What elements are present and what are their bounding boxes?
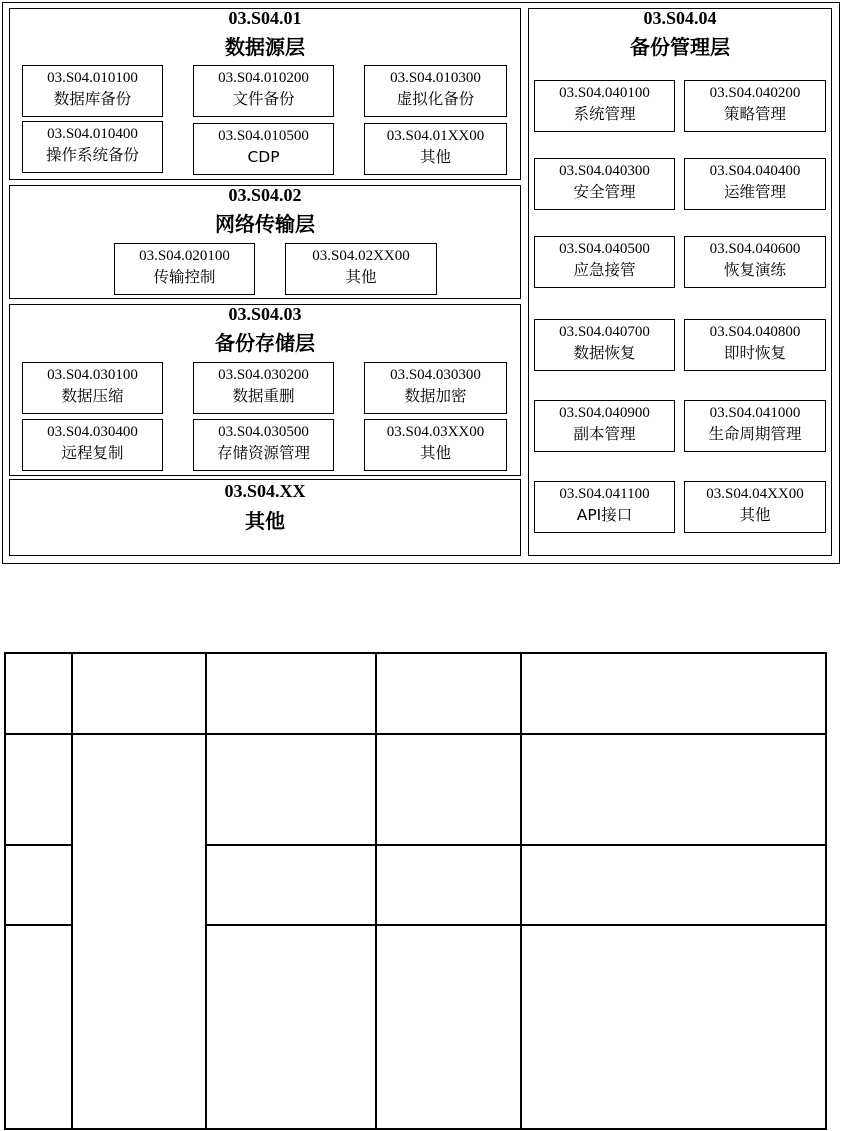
layer-name: 其他 bbox=[245, 509, 285, 533]
module-code: 03.S04.030100 bbox=[47, 367, 138, 383]
module-name: 安全管理 bbox=[573, 183, 636, 201]
module-name: API接口 bbox=[576, 506, 633, 524]
module-code: 03.S04.040800 bbox=[709, 324, 801, 340]
module-name: 数据压缩 bbox=[61, 387, 124, 405]
module-name: 其他 bbox=[419, 148, 451, 166]
module-name: 操作系统备份 bbox=[45, 146, 139, 164]
layer-name: 备份存储层 bbox=[215, 331, 315, 355]
module-code: 03.S04.010200 bbox=[218, 70, 309, 86]
module-code: 03.S04.04XX00 bbox=[706, 486, 804, 502]
table-row-line bbox=[205, 844, 827, 846]
table-col-line bbox=[205, 652, 207, 1130]
module-code: 03.S04.040100 bbox=[559, 85, 650, 101]
module-code: 03.S04.030200 bbox=[218, 367, 309, 383]
table-border-left bbox=[4, 652, 6, 1130]
module-name: 存储资源管理 bbox=[216, 444, 310, 462]
module-name: 生命周期管理 bbox=[708, 425, 802, 443]
module-name: 系统管理 bbox=[573, 105, 636, 123]
layer-code: 03.S04.03 bbox=[228, 304, 302, 324]
module-code: 03.S04.040200 bbox=[709, 85, 801, 101]
module-code: 03.S04.010100 bbox=[47, 70, 138, 86]
module-code: 03.S04.041000 bbox=[709, 405, 801, 421]
module-name: 虚拟化备份 bbox=[396, 90, 475, 108]
module-name: 策略管理 bbox=[723, 105, 786, 123]
table-row-line bbox=[4, 924, 72, 926]
table-col-line bbox=[520, 652, 522, 1130]
module-name: 恢复演练 bbox=[723, 261, 786, 279]
layer-code: 03.S04.XX bbox=[224, 481, 306, 501]
table-col-line bbox=[71, 652, 73, 1130]
module-name: 远程复制 bbox=[61, 444, 124, 462]
layer-code: 03.S04.01 bbox=[228, 8, 302, 28]
layer-name: 数据源层 bbox=[225, 35, 305, 59]
module-name: 数据重删 bbox=[232, 387, 295, 405]
module-code: 03.S04.040700 bbox=[559, 324, 650, 340]
module-name: 数据库备份 bbox=[53, 90, 132, 108]
module-name: 应急接管 bbox=[573, 261, 636, 279]
table-border-top bbox=[4, 652, 827, 654]
module-name: 文件备份 bbox=[232, 90, 295, 108]
module-code: 03.S04.020100 bbox=[139, 248, 230, 264]
table-row-line bbox=[4, 844, 72, 846]
layer-name: 网络传输层 bbox=[215, 212, 315, 236]
module-name: 传输控制 bbox=[153, 268, 216, 286]
module-name: 副本管理 bbox=[573, 425, 636, 443]
layer-code: 03.S04.02 bbox=[228, 185, 302, 205]
layer-code: 03.S04.04 bbox=[643, 8, 717, 28]
module-code: 03.S04.02XX00 bbox=[312, 248, 410, 264]
module-code: 03.S04.010300 bbox=[390, 70, 481, 86]
module-name: 其他 bbox=[419, 444, 451, 462]
module-code: 03.S04.040600 bbox=[709, 241, 801, 257]
module-name: 其他 bbox=[739, 506, 771, 524]
module-code: 03.S04.040400 bbox=[709, 163, 801, 179]
module-name: 数据恢复 bbox=[573, 344, 636, 362]
layer-name: 备份管理层 bbox=[630, 35, 730, 59]
module-code: 03.S04.030300 bbox=[390, 367, 481, 383]
module-code: 03.S04.03XX00 bbox=[386, 424, 485, 440]
table-col-line bbox=[375, 652, 377, 1130]
module-code: 03.S04.041100 bbox=[559, 486, 650, 502]
module-code: 03.S04.030500 bbox=[218, 424, 309, 440]
table-row-line bbox=[4, 733, 827, 735]
module-name: 数据加密 bbox=[404, 387, 467, 405]
module-name: CDP bbox=[247, 148, 280, 166]
table-row-line bbox=[205, 924, 827, 926]
module-code: 03.S04.030400 bbox=[47, 424, 138, 440]
module-name: 即时恢复 bbox=[723, 344, 786, 362]
module-code: 03.S04.010400 bbox=[47, 126, 138, 142]
module-code: 03.S04.040500 bbox=[559, 241, 650, 257]
table-border-right bbox=[825, 652, 827, 1130]
table-border-bottom bbox=[4, 1128, 827, 1130]
module-code: 03.S04.010500 bbox=[218, 128, 309, 144]
module-name: 其他 bbox=[345, 268, 377, 286]
module-code: 03.S04.040900 bbox=[559, 405, 650, 421]
module-code: 03.S04.040300 bbox=[559, 163, 650, 179]
module-code: 03.S04.01XX00 bbox=[386, 128, 485, 144]
module-name: 运维管理 bbox=[723, 183, 786, 201]
